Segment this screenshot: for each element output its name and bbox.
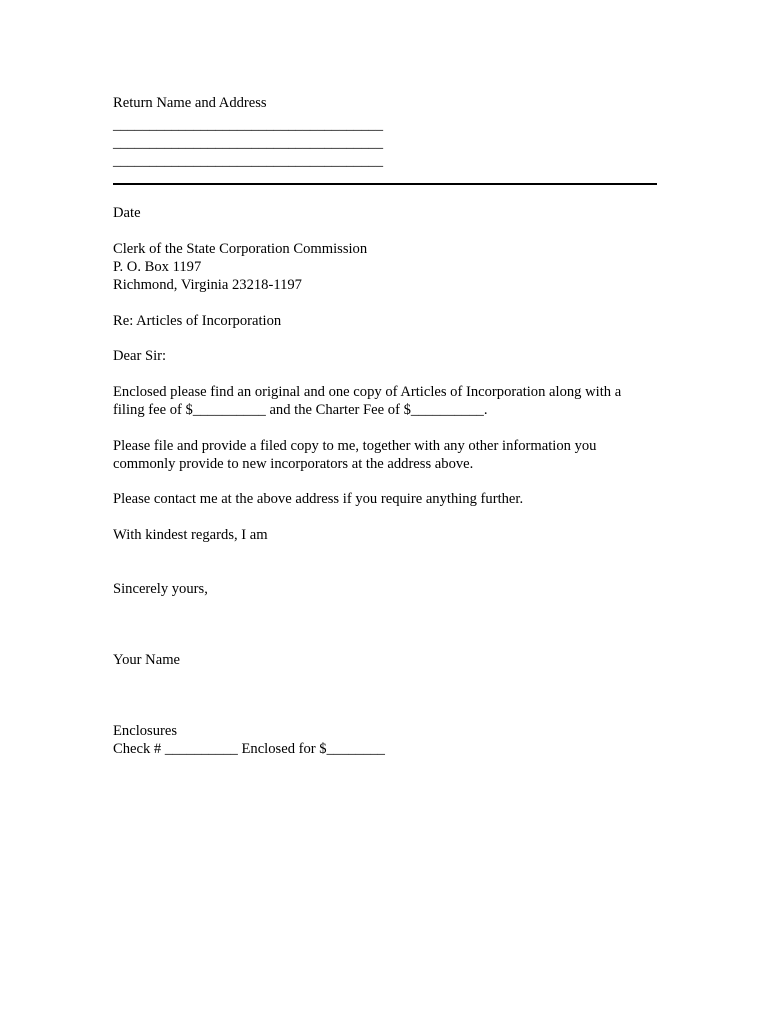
header-divider <box>113 183 657 185</box>
body-paragraph-4: With kindest regards, I am <box>113 527 268 543</box>
return-address-blank-line-2: _____________________________________ <box>113 135 383 151</box>
closing: Sincerely yours, <box>113 581 208 597</box>
body-paragraph-2-line-2: commonly provide to new incorporators at the address above. <box>113 456 474 472</box>
body-paragraph-1-line-1: Enclosed please find an original and one copy of Articles of Incorporation along with a <box>113 384 622 400</box>
signature-name: Your Name <box>113 652 181 668</box>
salutation: Dear Sir: <box>113 348 167 364</box>
recipient-line-3: Richmond, Virginia 23218-1197 <box>113 277 302 293</box>
subject-line: Re: Articles of Incorporation <box>113 313 282 329</box>
enclosures-label: Enclosures <box>113 723 178 739</box>
body-paragraph-3: Please contact me at the above address if you require anything further. <box>113 491 524 507</box>
return-address-blank-line-3: _____________________________________ <box>113 153 383 169</box>
enclosures-check-line: Check # __________ Enclosed for $________ <box>113 741 385 757</box>
body-paragraph-1-line-2: filing fee of $__________ and the Charter Fee of $__________. <box>113 402 488 418</box>
date-label: Date <box>113 205 141 221</box>
return-address-blank-line-1: _____________________________________ <box>113 117 383 133</box>
recipient-line-2: P. O. Box 1197 <box>113 259 202 275</box>
body-paragraph-2-line-1: Please file and provide a filed copy to me, together with any other information you <box>113 438 597 454</box>
recipient-line-1: Clerk of the State Corporation Commission <box>113 241 368 257</box>
return-address-heading: Return Name and Address <box>113 95 267 111</box>
